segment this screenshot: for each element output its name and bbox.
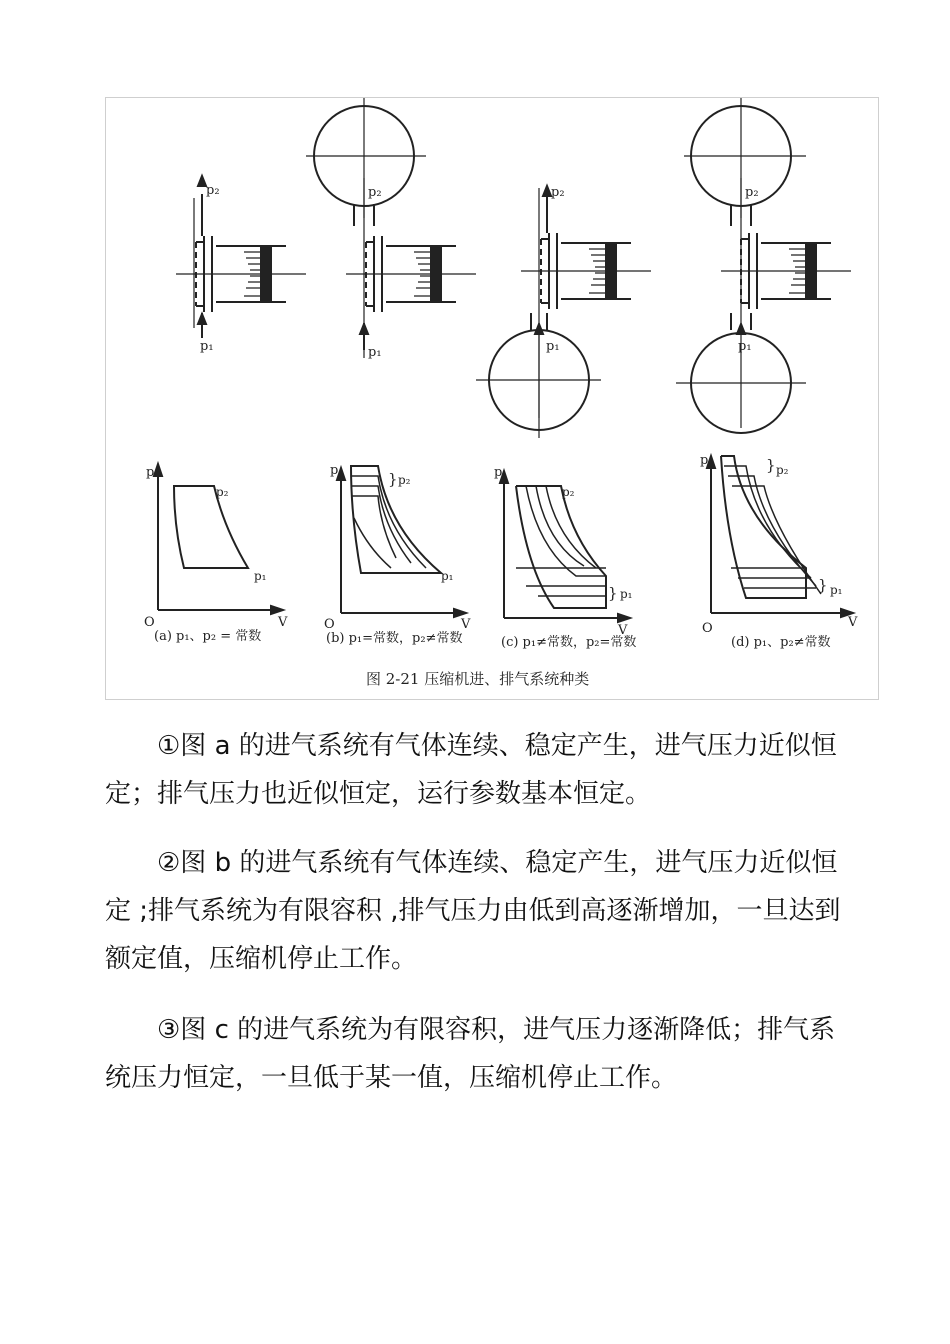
caption-d: (d) p₁、p₂≠常数 <box>731 635 831 650</box>
brace-b: } <box>388 470 398 488</box>
label-b-p1: p₁ <box>368 345 382 360</box>
pv-a-p1: p₁ <box>254 569 267 583</box>
paragraph-b: ②图 b 的进气系统有气体连续、稳定产生，进气压力近似恒定 ;排气系统为有限容积 ,排气压力由低到高逐渐增加，一旦达到额定值，压缩机停止工作。 <box>105 848 841 974</box>
axis-v-a: V <box>278 615 288 630</box>
axis-v-d: V <box>848 615 858 630</box>
label-a-p1: p₁ <box>200 339 214 354</box>
origin-a: O <box>144 615 155 630</box>
schematic-c <box>476 186 651 438</box>
axis-p-a: p <box>146 465 155 480</box>
schematic-b <box>306 98 476 358</box>
figure-2-21 <box>105 97 879 700</box>
axis-v-c: V <box>618 623 628 638</box>
axis-v-b: V <box>461 617 471 632</box>
pv-b-p1: p₁ <box>441 569 454 583</box>
pv-a-p2: p₂ <box>216 485 229 499</box>
paragraph-a: ①图 a 的进气系统有气体连续、稳定产生，进气压力近似恒定；排气压力也近似恒定，运行参数基本恒定。 <box>105 731 837 809</box>
label-a-p2: p₂ <box>206 183 220 198</box>
pv-d-p2: p₂ <box>776 463 789 477</box>
origin-b: O <box>324 617 335 632</box>
pv-c-p2: p₂ <box>562 485 575 499</box>
figure-caption: 图 2-21 压缩机进、排气系统种类 <box>366 670 590 688</box>
label-c-p2: p₂ <box>551 185 565 200</box>
figure-drawing <box>106 98 878 699</box>
label-b-p2: p₂ <box>368 185 382 200</box>
pv-c-p1: p₁ <box>620 587 633 601</box>
axis-p-b: p <box>330 463 339 478</box>
brace-c: } <box>608 584 618 602</box>
pv-d-p1: p₁ <box>830 583 843 597</box>
axis-p-c: p <box>494 465 503 480</box>
label-d-p2: p₂ <box>745 185 759 200</box>
caption-c: (c) p₁≠常数，p₂=常数 <box>501 635 637 650</box>
schematic-d <box>676 98 851 433</box>
pv-b-p2: p₂ <box>398 473 411 487</box>
schematic-a <box>176 176 306 338</box>
pv-diagram-b <box>337 466 466 617</box>
brace-d-top: } <box>766 456 776 474</box>
caption-b: (b) p₁=常数，p₂≠常数 <box>326 631 463 646</box>
axis-p-d: p <box>700 453 709 468</box>
caption-a: (a) p₁、p₂ = 常数 <box>154 629 262 644</box>
label-c-p1: p₁ <box>546 339 560 354</box>
paragraph-c: ③图 c 的进气系统为有限容积，进气压力逐渐降低；排气系统压力恒定，一旦低于某一值，压缩机停止工作。 <box>105 1015 836 1093</box>
origin-d: O <box>702 621 713 636</box>
label-d-p1: p₁ <box>738 339 752 354</box>
brace-d-bottom: } <box>818 576 828 594</box>
